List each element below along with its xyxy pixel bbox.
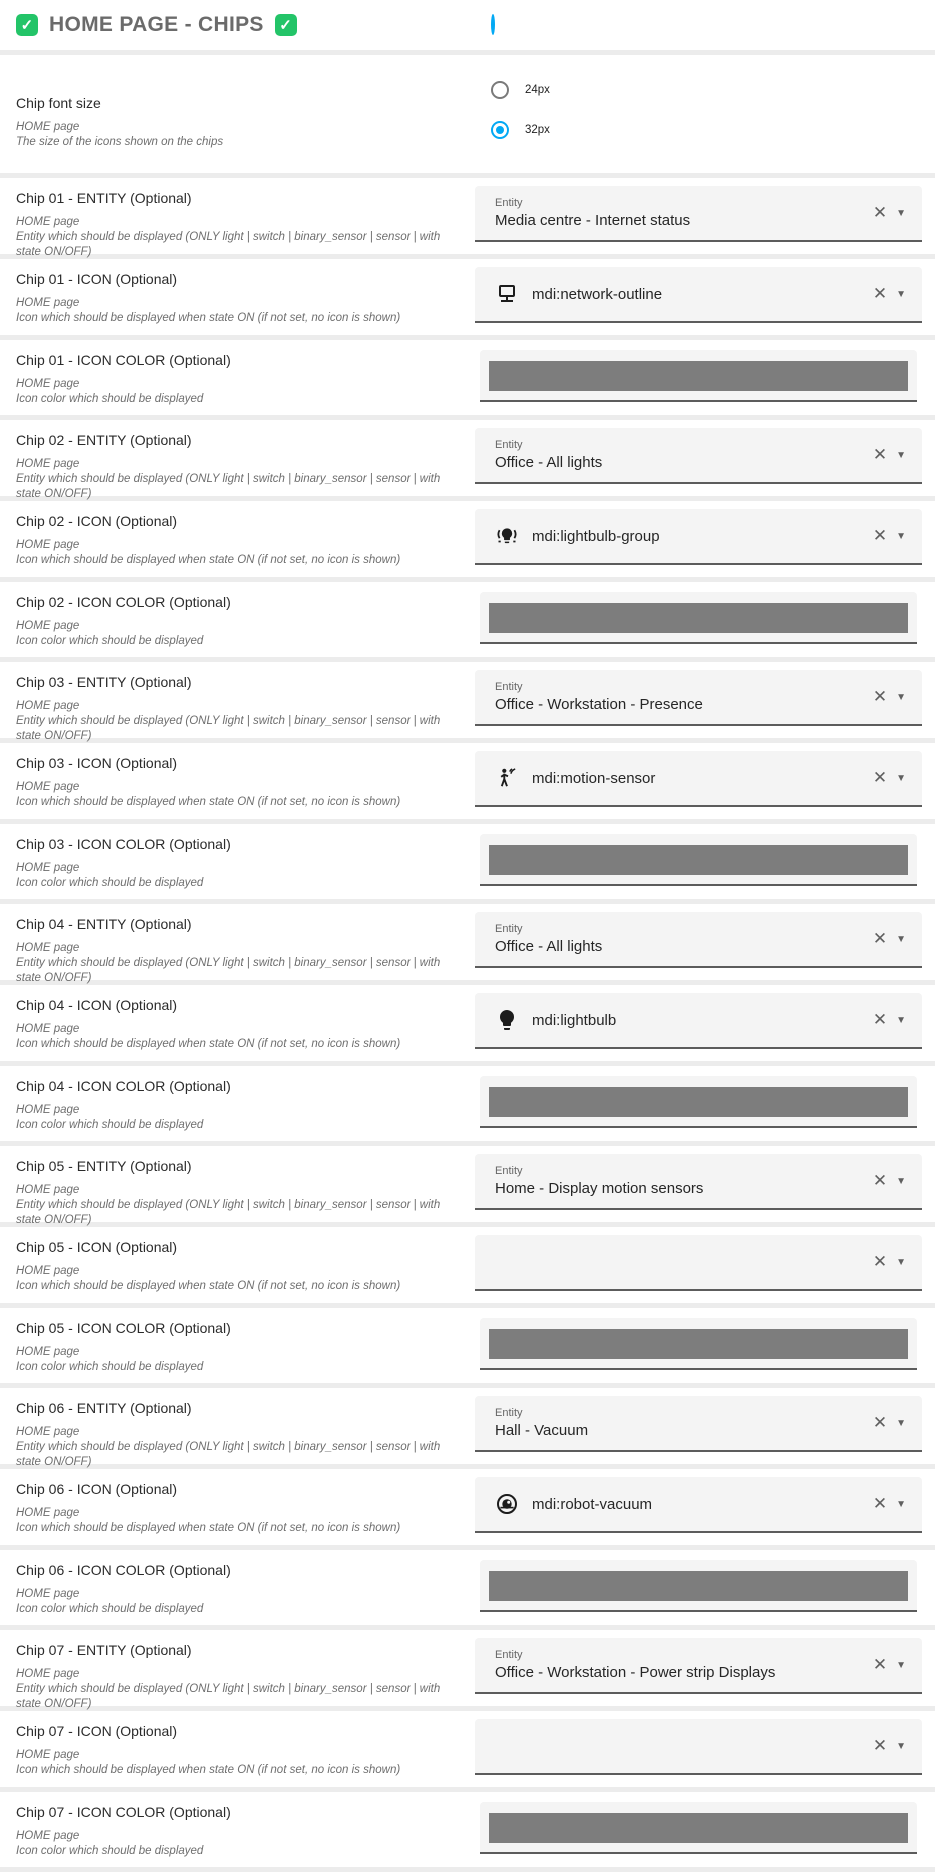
setting-row-entity: [0, 662, 935, 743]
setting-description: Entity which should be displayed (ONLY light | switch | binary_sensor | sensor | with state ON/OFF): [16, 715, 441, 743]
setting-row-entity: [0, 420, 935, 501]
lightbulb-icon: [495, 1008, 519, 1032]
setting-description: Entity which should be displayed (ONLY light | switch | binary_sensor | sensor | with state ON/OFF): [16, 1441, 441, 1469]
chip-group: [0, 904, 935, 1146]
entity-field-value: Office - All lights: [495, 938, 603, 955]
entity-select-field[interactable]: [475, 912, 922, 968]
setting-description: Icon which should be displayed when state ON (if not set, no icon is shown): [16, 554, 401, 567]
chip-group: [0, 420, 935, 662]
entity-select-field[interactable]: [475, 1154, 922, 1210]
entity-field-label: Entity: [495, 439, 523, 451]
page-title: [16, 13, 297, 37]
setting-page-label: HOME page: [16, 620, 80, 632]
chip-group: [0, 1388, 935, 1630]
setting-row-icon: [0, 1711, 935, 1787]
setting-label: Chip 07 - ICON COLOR (Optional): [16, 1804, 231, 1820]
setting-label: Chip 03 - ICON (Optional): [16, 755, 178, 771]
icon-field-value: mdi:motion-sensor: [532, 769, 656, 787]
setting-description: Icon color which should be displayed: [16, 1603, 204, 1616]
setting-page-label: HOME page: [16, 458, 80, 470]
setting-page-label: HOME page: [16, 781, 80, 793]
setting-label: Chip 06 - ICON COLOR (Optional): [16, 1562, 231, 1578]
setting-description: Icon color which should be displayed: [16, 1361, 204, 1374]
color-swatch[interactable]: [489, 845, 908, 875]
setting-description: Icon color which should be displayed: [16, 1119, 204, 1132]
setting-page-label: HOME page: [16, 1184, 80, 1196]
setting-label: Chip 07 - ICON (Optional): [16, 1723, 178, 1739]
icon-field-value: mdi:network-outline: [532, 285, 663, 303]
chevron-down-icon[interactable]: ▼: [896, 1740, 906, 1752]
clear-icon[interactable]: ✕: [872, 1252, 888, 1271]
color-swatch[interactable]: [489, 361, 908, 391]
entity-select-field[interactable]: [475, 186, 922, 242]
setting-label: Chip 01 - ICON (Optional): [16, 271, 178, 287]
motion-sensor-icon: [495, 766, 519, 790]
setting-description: Icon color which should be displayed: [16, 393, 204, 406]
chip-group: [0, 178, 935, 420]
setting-row-icon-color: [0, 1066, 935, 1141]
setting-page-label: HOME page: [16, 1346, 80, 1358]
radio-label: 32px: [525, 124, 550, 136]
radio-option-24px[interactable]: [491, 81, 922, 99]
setting-page-label: HOME page: [16, 216, 80, 228]
setting-description: Entity which should be displayed (ONLY light | switch | binary_sensor | sensor | with state ON/OFF): [16, 231, 441, 259]
clear-icon[interactable]: ✕: [872, 445, 888, 464]
page-title-text: HOME PAGE - CHIPS: [49, 13, 264, 36]
setting-description: Entity which should be displayed (ONLY light | switch | binary_sensor | sensor | with state ON/OFF): [16, 957, 441, 985]
setting-label: Chip 03 - ICON COLOR (Optional): [16, 836, 231, 852]
header-radio-button[interactable]: [491, 14, 495, 35]
color-picker-field[interactable]: [480, 1560, 917, 1612]
radio-button[interactable]: [491, 81, 509, 99]
setting-page-label: HOME page: [16, 862, 80, 874]
setting-label: Chip 04 - ENTITY (Optional): [16, 916, 192, 932]
setting-description: Icon color which should be displayed: [16, 635, 204, 648]
chevron-down-icon[interactable]: ▼: [896, 1659, 906, 1671]
setting-description: Entity which should be displayed (ONLY light | switch | binary_sensor | sensor | with state ON/OFF): [16, 1199, 441, 1227]
entity-field-label: Entity: [495, 681, 523, 693]
setting-label: Chip 05 - ICON (Optional): [16, 1239, 178, 1255]
setting-label: Chip 03 - ENTITY (Optional): [16, 674, 192, 690]
setting-row-icon-color: [0, 1308, 935, 1383]
setting-page-label: HOME page: [16, 539, 80, 551]
entity-field-value: Media centre - Internet status: [495, 212, 691, 229]
entity-field-label: Entity: [495, 197, 523, 209]
chevron-down-icon[interactable]: ▼: [896, 691, 906, 703]
clear-icon[interactable]: ✕: [872, 1171, 888, 1190]
chevron-down-icon[interactable]: ▼: [896, 1498, 906, 1510]
color-picker-field[interactable]: [480, 1802, 917, 1854]
setting-description: Entity which should be displayed (ONLY light | switch | binary_sensor | sensor | with state ON/OFF): [16, 473, 441, 501]
icon-select-field[interactable]: [475, 267, 922, 323]
setting-label: Chip 06 - ICON (Optional): [16, 1481, 178, 1497]
color-picker-field[interactable]: [480, 1318, 917, 1370]
chevron-down-icon[interactable]: ▼: [896, 530, 906, 542]
color-picker-field[interactable]: [480, 350, 917, 402]
chevron-down-icon[interactable]: ▼: [896, 933, 906, 945]
chevron-down-icon[interactable]: ▼: [896, 288, 906, 300]
chip-group: [0, 1630, 935, 1872]
chevron-down-icon[interactable]: ▼: [896, 1417, 906, 1429]
setting-page-label: HOME page: [16, 1265, 80, 1277]
icon-select-field[interactable]: [475, 1235, 922, 1291]
setting-row-icon-color: [0, 1550, 935, 1625]
chevron-down-icon[interactable]: ▼: [896, 207, 906, 219]
chevron-down-icon[interactable]: ▼: [896, 449, 906, 461]
icon-select-field[interactable]: [475, 509, 922, 565]
lightbulb-group-icon: [495, 524, 519, 548]
setting-description: Icon which should be displayed when state ON (if not set, no icon is shown): [16, 796, 401, 809]
setting-row-entity: [0, 178, 935, 259]
entity-field-value: Office - All lights: [495, 454, 603, 471]
chevron-down-icon[interactable]: ▼: [896, 1014, 906, 1026]
chip-group: [0, 662, 935, 904]
check-icon: ✓: [275, 14, 297, 36]
clear-icon[interactable]: ✕: [872, 687, 888, 706]
divider: [0, 1867, 935, 1872]
color-swatch[interactable]: [489, 1329, 908, 1359]
setting-page-label: HOME page: [16, 1426, 80, 1438]
icon-field-value: mdi:lightbulb: [532, 1011, 617, 1029]
entity-field-value: Home - Display motion sensors: [495, 1180, 704, 1197]
clear-icon[interactable]: ✕: [872, 1736, 888, 1755]
setting-label: Chip 05 - ENTITY (Optional): [16, 1158, 192, 1174]
entity-field-label: Entity: [495, 1649, 523, 1661]
setting-row-icon: [0, 1227, 935, 1303]
setting-label: Chip 05 - ICON COLOR (Optional): [16, 1320, 231, 1336]
entity-field-label: Entity: [495, 923, 523, 935]
setting-row-icon-color: [0, 1792, 935, 1867]
setting-label: Chip 02 - ICON (Optional): [16, 513, 178, 529]
setting-description: Icon which should be displayed when state ON (if not set, no icon is shown): [16, 1522, 401, 1535]
color-swatch[interactable]: [489, 1571, 908, 1601]
setting-row-icon-color: [0, 582, 935, 657]
entity-select-field[interactable]: [475, 1396, 922, 1452]
setting-row-entity: [0, 904, 935, 985]
chevron-down-icon[interactable]: ▼: [896, 1175, 906, 1187]
setting-page-label: HOME page: [16, 121, 80, 133]
clear-icon[interactable]: ✕: [872, 1413, 888, 1432]
setting-label: Chip 06 - ENTITY (Optional): [16, 1400, 192, 1416]
clear-icon[interactable]: ✕: [872, 1655, 888, 1674]
setting-label: Chip 01 - ICON COLOR (Optional): [16, 352, 231, 368]
setting-row-entity: [0, 1388, 935, 1469]
entity-field-value: Hall - Vacuum: [495, 1422, 589, 1439]
check-icon: ✓: [16, 14, 38, 36]
clear-icon[interactable]: ✕: [872, 1010, 888, 1029]
icon-select-field[interactable]: [475, 1719, 922, 1775]
robot-vacuum-icon: [495, 1492, 519, 1516]
setting-row-entity: [0, 1630, 935, 1711]
setting-label: Chip 02 - ENTITY (Optional): [16, 432, 192, 448]
setting-row-icon: [0, 501, 935, 577]
setting-page-label: HOME page: [16, 942, 80, 954]
setting-page-label: HOME page: [16, 1104, 80, 1116]
setting-description: Icon which should be displayed when state ON (if not set, no icon is shown): [16, 312, 401, 325]
icon-select-field[interactable]: [475, 993, 922, 1049]
setting-description: The size of the icons shown on the chips: [16, 136, 224, 149]
clear-icon[interactable]: ✕: [872, 526, 888, 545]
entity-field-label: Entity: [495, 1407, 523, 1419]
page-header: [0, 0, 935, 50]
setting-description: Icon which should be displayed when state ON (if not set, no icon is shown): [16, 1038, 401, 1051]
network-outline-icon: [495, 282, 519, 306]
setting-description: Entity which should be displayed (ONLY light | switch | binary_sensor | sensor | with state ON/OFF): [16, 1683, 441, 1711]
setting-label: Chip 04 - ICON (Optional): [16, 997, 178, 1013]
setting-label: Chip 04 - ICON COLOR (Optional): [16, 1078, 231, 1094]
clear-icon[interactable]: ✕: [872, 284, 888, 303]
clear-icon[interactable]: ✕: [872, 1494, 888, 1513]
setting-row-icon: [0, 1469, 935, 1545]
color-swatch[interactable]: [489, 603, 908, 633]
icon-field-value: mdi:robot-vacuum: [532, 1495, 653, 1513]
setting-row-chip-font-size: [0, 55, 935, 173]
chip-group: [0, 1146, 935, 1388]
setting-page-label: HOME page: [16, 700, 80, 712]
setting-label: Chip 02 - ICON COLOR (Optional): [16, 594, 231, 610]
setting-description: Icon color which should be displayed: [16, 1845, 204, 1858]
setting-row-icon: [0, 743, 935, 819]
entity-select-field[interactable]: [475, 1638, 922, 1694]
setting-page-label: HOME page: [16, 1749, 80, 1761]
entity-field-label: Entity: [495, 1165, 523, 1177]
setting-row-icon-color: [0, 824, 935, 899]
setting-page-label: HOME page: [16, 1668, 80, 1680]
chevron-down-icon[interactable]: ▼: [896, 1256, 906, 1268]
entity-field-value: Office - Workstation - Presence: [495, 696, 703, 713]
setting-page-label: HOME page: [16, 1023, 80, 1035]
setting-label: Chip 01 - ENTITY (Optional): [16, 190, 192, 206]
icon-select-field[interactable]: [475, 751, 922, 807]
radio-button[interactable]: [491, 121, 509, 139]
setting-row-entity: [0, 1146, 935, 1227]
entity-field-value: Office - Workstation - Power strip Displays: [495, 1664, 776, 1681]
chevron-down-icon[interactable]: ▼: [896, 772, 906, 784]
color-picker-field[interactable]: [480, 592, 917, 644]
setting-page-label: HOME page: [16, 297, 80, 309]
clear-icon[interactable]: ✕: [872, 768, 888, 787]
icon-select-field[interactable]: [475, 1477, 922, 1533]
setting-page-label: HOME page: [16, 1588, 80, 1600]
radio-option-32px[interactable]: [491, 121, 922, 139]
setting-page-label: HOME page: [16, 1830, 80, 1842]
entity-select-field[interactable]: [475, 428, 922, 484]
chip-settings-list: [0, 178, 935, 1872]
color-swatch[interactable]: [489, 1813, 908, 1843]
radio-label: 24px: [525, 84, 550, 96]
setting-row-icon: [0, 259, 935, 335]
color-picker-field[interactable]: [480, 834, 917, 886]
icon-field-value: mdi:lightbulb-group: [532, 527, 660, 545]
setting-row-icon: [0, 985, 935, 1061]
setting-row-icon-color: [0, 340, 935, 415]
setting-label: Chip font size: [16, 95, 101, 111]
entity-select-field[interactable]: [475, 670, 922, 726]
color-picker-field[interactable]: [480, 1076, 917, 1128]
clear-icon[interactable]: ✕: [872, 203, 888, 222]
setting-description: Icon color which should be displayed: [16, 877, 204, 890]
color-swatch[interactable]: [489, 1087, 908, 1117]
setting-page-label: HOME page: [16, 1507, 80, 1519]
setting-page-label: HOME page: [16, 378, 80, 390]
setting-description: Icon which should be displayed when state ON (if not set, no icon is shown): [16, 1764, 401, 1777]
setting-description: Icon which should be displayed when state ON (if not set, no icon is shown): [16, 1280, 401, 1293]
setting-label: Chip 07 - ENTITY (Optional): [16, 1642, 192, 1658]
clear-icon[interactable]: ✕: [872, 929, 888, 948]
